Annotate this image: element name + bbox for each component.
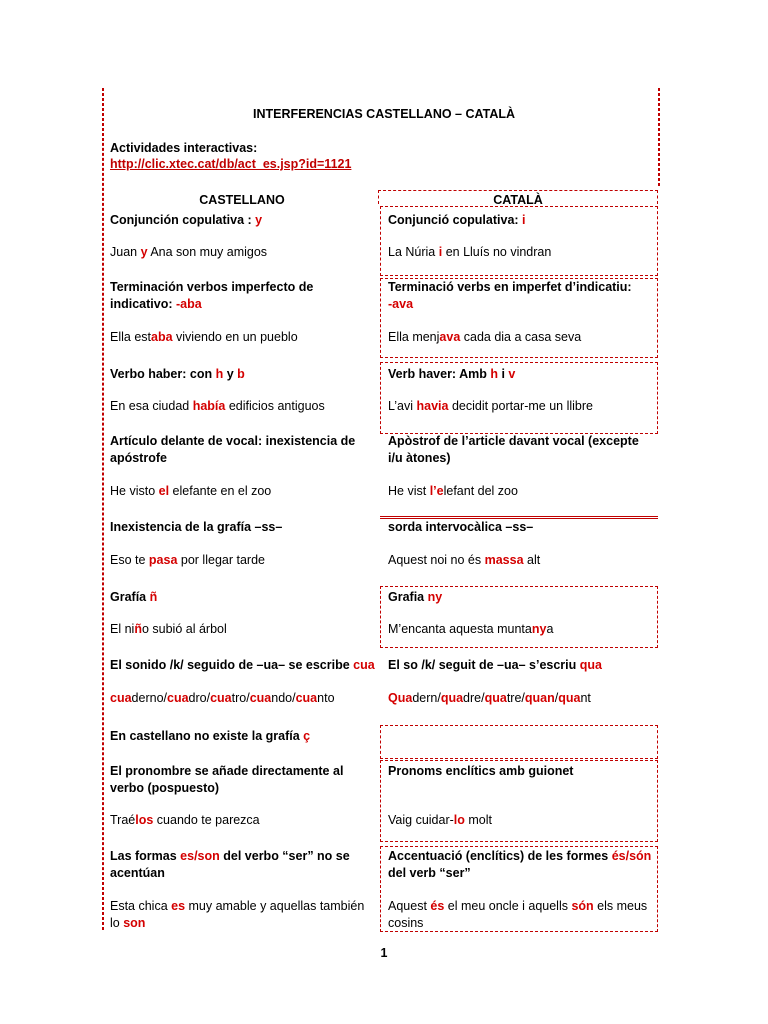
es-heading-pronombre: El pronombre se añade directamente al verbo (pospuesto) (110, 764, 344, 795)
es-heading-articulo: Artículo delante de vocal: inexistencia de apóstrofe (110, 434, 356, 465)
activities-label: Actividades interactivas: (110, 141, 258, 155)
ca-example-conjuncio: La Núria i en Lluís no vindran (388, 245, 552, 259)
es-example-enye: El niño subió al árbol (110, 622, 227, 636)
es-heading-conjuncion: Conjunción copulativa : y (110, 213, 263, 227)
es-example-haber: En esa ciudad había edificios antiguos (110, 399, 325, 413)
ca-example-ser: Aquest és el meu oncle i aquells són els meus cosins (388, 899, 648, 930)
es-heading-enye: Grafía ñ (110, 590, 158, 604)
es-heading-cua: El sonido /k/ seguido de –ua– se escribe cua (110, 658, 375, 672)
es-example-ser: Esta chica es muy amable y aquellas también lo son (110, 899, 365, 930)
page-title: INTERFERENCIAS CASTELLANO – CATALÀ (252, 107, 516, 121)
es-example-imperfecto: Ella estaba viviendo en un pueblo (110, 330, 298, 344)
ca-heading-haver: Verb haver: Amb h i v (388, 367, 516, 381)
es-heading-ser: Las formas es/son del verbo “ser” no se acentúan (110, 849, 350, 880)
es-example-conjuncion: Juan y Ana son muy amigos (110, 245, 268, 259)
page-number: 1 (380, 946, 388, 960)
es-heading-imperfecto: Terminación verbos imperfecto de indicativo: -aba (110, 280, 314, 311)
ca-heading-pronoms: Pronoms enclítics amb guionet (388, 764, 574, 778)
column-header-catala: CATALÀ (493, 193, 543, 207)
es-example-cua: cuaderno/cuadro/cuatro/cuando/cuanto (110, 691, 335, 705)
ca-example-pronoms: Vaig cuidar-lo molt (388, 813, 492, 827)
es-heading-cedilla: En castellano no existe la grafía ç (110, 729, 311, 743)
left-frame-border (102, 88, 104, 930)
ca-heading-qua: El so /k/ seguit de –ua– s’escriu qua (388, 658, 602, 672)
ca-heading-imperfet: Terminació verbs en imperfet d’indicatiu: -ava (388, 280, 632, 311)
es-heading-haber: Verbo haber: con h y b (110, 367, 245, 381)
ca-example-ny: M’encanta aquesta muntanya (388, 622, 554, 636)
ca-heading-ser: Accentuació (enclítics) de les formes és/són del verb “ser” (388, 849, 652, 880)
column-header-castellano: CASTELLANO (199, 193, 285, 207)
ca-heading-apostrof: Apòstrof de l’article davant vocal (excepte i/u àtones) (388, 434, 639, 465)
es-example-ss: Eso te pasa por llegar tarde (110, 553, 265, 567)
ca-example-ss: Aquest noi no és massa alt (388, 553, 541, 567)
ca-example-imperfet: Ella menjava cada dia a casa seva (388, 330, 582, 344)
ca-heading-ny: Grafia ny (388, 590, 443, 604)
activities-link[interactable]: http://clic.xtec.cat/db/act_es.jsp?id=1121 (110, 157, 352, 171)
es-heading-ss: Inexistencia de la grafía –ss– (110, 520, 283, 534)
ca-example-haver: L’avi havia decidit portar-me un llibre (388, 399, 593, 413)
ca-heading-conjuncio: Conjunció copulativa: i (388, 213, 526, 227)
right-frame-border (658, 88, 660, 186)
es-example-articulo: He visto el elefante en el zoo (110, 484, 272, 498)
ca-example-apostrof: He vist l’elefant del zoo (388, 484, 518, 498)
ca-heading-ss: sorda intervocàlica –ss– (388, 520, 534, 534)
ca-box-r8 (380, 725, 658, 759)
ca-example-qua: Quadern/quadre/quatre/quan/quant (388, 691, 591, 705)
es-example-pronombre: Traélos cuando te parezca (110, 813, 260, 827)
